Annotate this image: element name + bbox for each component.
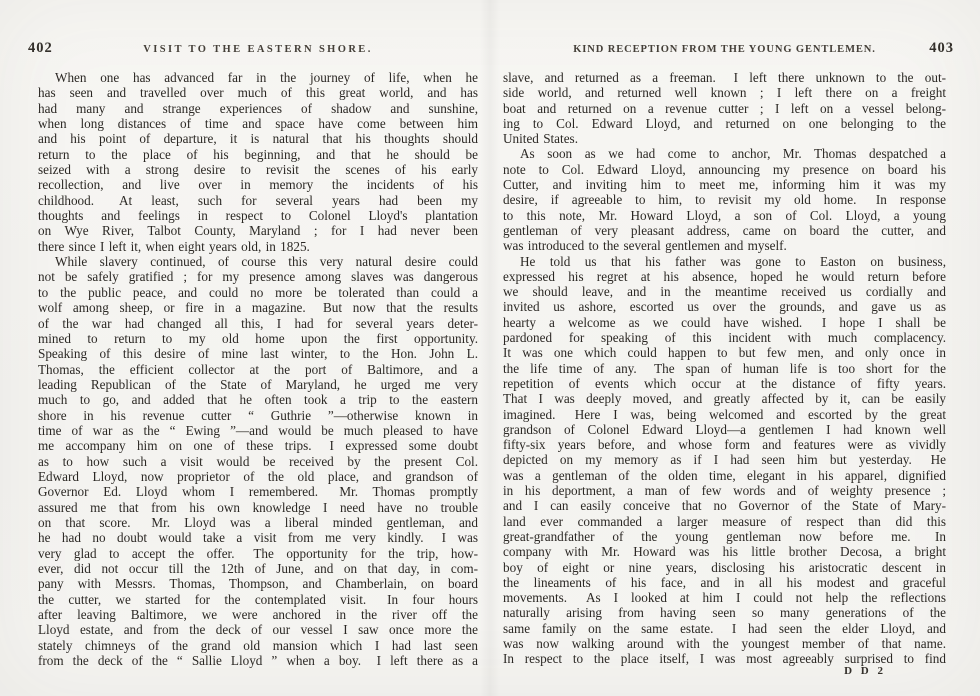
page-left	[28, 0, 478, 696]
text-line: time of war as the “ Ewing ”—and would be much pleased to have	[38, 422, 478, 438]
text-line: the life time of any. The span of human life is too short for the	[503, 360, 946, 376]
text-line: He told us that his father was gone to Easton on business,	[520, 253, 946, 269]
text-line: mined to return to my old home upon the first opportunity.	[38, 330, 478, 346]
text-line: has seen and travelled over much of this great world, and has	[38, 85, 478, 101]
text-line: to this note, Mr. Howard Lloyd, a son of Col. Lloyd, a young	[503, 207, 946, 223]
text-line: hearty a welcome as we could have wished. I hope I shall be	[503, 314, 946, 330]
text-line: While slavery continued, of course this very natural desire could	[55, 254, 478, 270]
text-line: we should leave, and in the meantime received us cordially and	[503, 284, 946, 300]
text-line: ing to Col. Edward Lloyd, and returned on one belonging to the	[503, 115, 946, 131]
text-line: When one has advanced far in the journey of life, when he	[55, 70, 478, 85]
page-text-left	[38, 70, 478, 668]
text-line: Edward Lloyd, now proprietor of the old place, and grandson of	[38, 468, 478, 484]
text-line: the lineaments of his face, and in all his modest and graceful	[503, 574, 946, 590]
text-line: and I can easily conceive that no Governor of the State of Mary-	[503, 498, 946, 514]
text-line: stately chimneys of the grand old mansion which I had last seen	[38, 637, 478, 653]
paragraph	[38, 254, 478, 668]
text-line: he had no doubt would take a visit from me very kindly. I was	[38, 530, 478, 546]
text-line: on that score. Mr. Lloyd was a liberal minded gentleman, and	[38, 514, 478, 530]
text-line: leading Republican of the State of Maryland, he urged me very	[38, 376, 478, 392]
text-line: from the deck of the “ Sallie Lloyd ” when a boy. I left there as a	[38, 653, 478, 669]
text-line: was introduced to the several gentlemen and myself.	[503, 238, 787, 254]
text-line: me accompany him on one of these trips. I expressed some doubt	[38, 438, 478, 454]
text-line: very glad to accept the offer. The opportunity for the trip, how-	[38, 545, 478, 561]
text-line: repetition of events which occur at the distance of fifty years.	[503, 375, 946, 391]
text-line: grandson of Colonel Edward Lloyd—a gentlemen I had known well	[503, 421, 946, 437]
text-line: pany with Messrs. Thomas, Thompson, and Chamberlain, on board	[38, 576, 478, 592]
running-head-right: KIND RECEPTION FROM THE YOUNG GENTLEMEN.	[573, 44, 876, 55]
text-line: was now walking around with the youngest member of that name.	[503, 635, 946, 651]
text-line: recollection, and live over in memory the incidents of his	[38, 177, 478, 193]
text-line: return to the place of his beginning, and that he should be	[38, 146, 478, 162]
page-number-left: 402	[28, 40, 53, 56]
paragraph	[503, 254, 946, 667]
text-line: naturally arising from having seen so many generations of the	[503, 605, 946, 621]
text-line: of the war had changed all this, I had for several years deter-	[38, 315, 478, 331]
page-gutter	[480, 0, 500, 696]
text-line: shore in his revenue cutter “ Guthrie ”—otherwise known in	[38, 407, 478, 423]
text-line: thoughts and feelings in respect to Colonel Lloyd's plantation	[38, 208, 478, 224]
text-line: and his point of departure, it is natural that his thoughts should	[38, 131, 478, 147]
text-line: on Wye River, Talbot County, Maryland ; for I had never been	[38, 223, 478, 239]
text-line: was a gentleman of the olden time, elegant in his apparel, dignified	[503, 467, 946, 483]
paragraph	[38, 70, 478, 254]
text-line: childhood. At least, such for several years had been my	[38, 192, 478, 208]
page-number-right: 403	[929, 40, 954, 56]
text-line: had many and strange experiences of shadow and sunshine,	[38, 100, 478, 116]
text-line: That I was deeply moved, and greatly affected by it, can be easily	[503, 391, 946, 407]
text-line: Speaking of this desire of mine last winter, to the Hon. John L.	[38, 346, 478, 362]
text-line: side world, and returned well known ; I left there on a freight	[503, 85, 946, 101]
text-line: desire, if agreeable to him, to revisit my old home. In response	[503, 192, 946, 208]
text-line: same family on the same estate. I had seen the elder Lloyd, and	[503, 620, 946, 636]
text-line: company with Mr. Howard was his little brother Decosa, a bright	[503, 544, 946, 560]
text-line: Thomas, the efficient collector at the port of Baltimore, and a	[38, 361, 478, 377]
text-line: when long distances of time and space have come between him	[38, 116, 478, 132]
text-line: In respect to the place itself, I was most agreeably surprised to find	[503, 651, 946, 667]
text-line: ever, did not occur till the 12th of June, and on that day, in com-	[38, 561, 478, 576]
text-line: great-grandfather of the young gentleman now before me. In	[503, 528, 946, 544]
text-line: to the public peace, and could no more be tolerated than could a	[38, 284, 478, 300]
printers-signature-mark: D D 2	[844, 665, 886, 677]
text-line: seized with a strong desire to revisit the scenes of his early	[38, 162, 478, 178]
text-line: As soon as we had come to anchor, Mr. Thomas despatched a	[520, 146, 946, 162]
text-line: the cutter, we started for the contemplated visit. In four hours	[38, 591, 478, 607]
text-line: slave, and returned as a freeman. I left there unknown to the out-	[503, 70, 946, 85]
text-line: not be safely gratified ; for my presence among slaves was dangerous	[38, 269, 478, 285]
running-head-left: VISIT TO THE EASTERN SHORE.	[143, 44, 373, 55]
text-line: in his deportment, a man of few words and of weighty presence ;	[503, 483, 946, 499]
text-line: Governor Ed. Lloyd whom I remembered. Mr. Thomas promptly	[38, 484, 478, 500]
text-line: much to go, and added that he often took a trip to the eastern	[38, 392, 478, 408]
text-line: wolf among sheep, or fire in a magazine. But now that the results	[38, 300, 478, 316]
paragraph	[503, 146, 946, 253]
text-line: Cutter, and inviting him to meet me, informing him it was my	[503, 177, 946, 193]
paragraph	[503, 70, 946, 146]
text-line: depicted on my memory as if I had seen him but yesterday. He	[503, 452, 946, 468]
text-line: invited us ashore, escorted us over the grounds, and gave us as	[503, 299, 946, 315]
page-header-left	[28, 40, 478, 60]
text-line: gentleman of very pleasant address, came on board the cutter, and	[503, 222, 946, 238]
text-line: land ever commanded a larger measure of respect than did this	[503, 513, 946, 529]
text-line: movements. As I looked at him I could not help the reflections	[503, 590, 946, 606]
page-right	[503, 0, 954, 696]
text-line: boy of eight or nine years, disclosing his aristocratic descent in	[503, 559, 946, 575]
text-line: assured me that from his own knowledge I need have no trouble	[38, 499, 478, 515]
text-line: boat and returned on a revenue cutter ; I left on a vessel belong-	[503, 100, 946, 116]
text-line: It was one which could happen to but few men, and only once in	[503, 345, 946, 361]
text-line: after leaving Baltimore, we were anchored in the river off the	[38, 607, 478, 623]
page-text-right	[503, 70, 946, 667]
text-line: pardoned for speaking of this incident with much complacency.	[503, 330, 946, 346]
text-line: Lloyd estate, and from the deck of our vessel I saw once more the	[38, 622, 478, 638]
text-line: there since I left it, when eight years old, in 1825.	[38, 238, 310, 254]
page-header-right	[503, 40, 954, 60]
text-line: imagined. Here I was, being welcomed and escorted by the great	[503, 406, 946, 422]
text-line: note to Col. Edward Lloyd, announcing my presence on board his	[503, 161, 946, 177]
text-line: as to how such a visit would be received by the present Col.	[38, 453, 478, 469]
text-line: expressed his regret at his absence, hoped he would return before	[503, 268, 946, 284]
text-line: United States.	[503, 131, 578, 147]
text-line: fifty-six years before, and whose form and features were as vividly	[503, 437, 946, 453]
